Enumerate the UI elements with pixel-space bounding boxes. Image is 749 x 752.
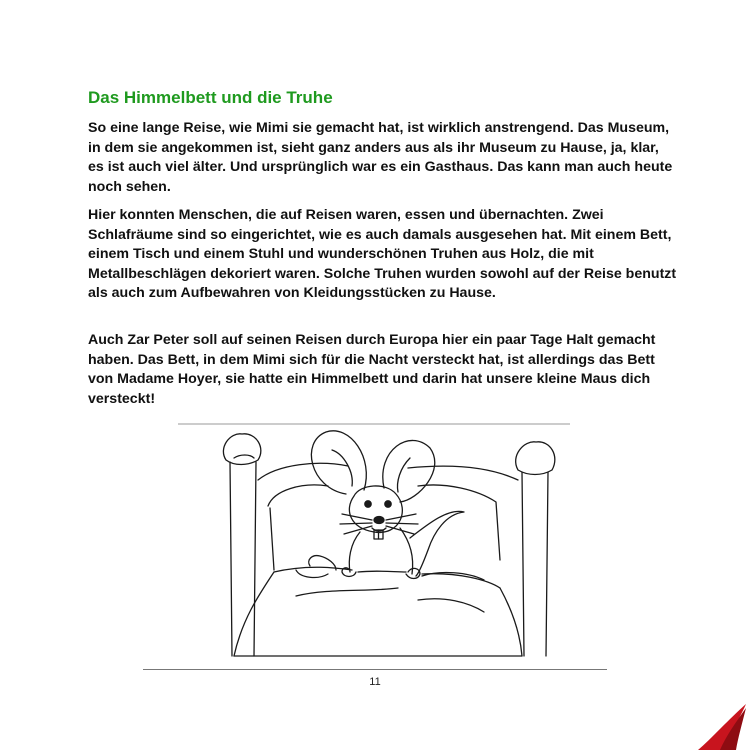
- page-title: Das Himmelbett und die Truhe: [88, 88, 333, 107]
- paragraph-2: Hier konnten Menschen, die auf Reisen waren, essen und übernachten. Zwei Schlafräume sind so eingerichtet, wie es auch damals ausgesehen hat. Mit einem Bett, einem Tisch und einem Stuhl und wunderschönen Truhen aus Holz, die mit Metallbeschlägen dekoriert waren. Solche Truhen wurden sowohl auf der Reise benutzt als auch zum Aufbewahren von Kleidungsstücken zu Hause.: [88, 207, 677, 301]
- mouse-in-bed-illustration: [178, 420, 570, 662]
- footer-rule: [143, 669, 607, 670]
- paragraph-1: So eine lange Reise, wie Mimi sie gemacht hat, ist wirklich anstrengend. Das Museum, in dem sie angekommen ist, sieht ganz anders aus als ihr Museum zu Hause, ja, klar, es ist auch viel älter. Und ursprünglich war es ein Gasthaus. Das kann man auch heute noch sehen.: [88, 120, 673, 195]
- page-number: 11: [369, 676, 381, 688]
- page-curl-icon[interactable]: [690, 700, 749, 752]
- paragraph-3: Auch Zar Peter soll auf seinen Reisen durch Europa hier ein paar Tage Halt gemacht haben. Das Bett, in dem Mimi sich für die Nacht versteckt hat, ist allerdings das Bett von Madame Hoyer, sie hatte ein Himmelbett und darin hat unsere kleine Maus dich versteckt!: [88, 332, 656, 407]
